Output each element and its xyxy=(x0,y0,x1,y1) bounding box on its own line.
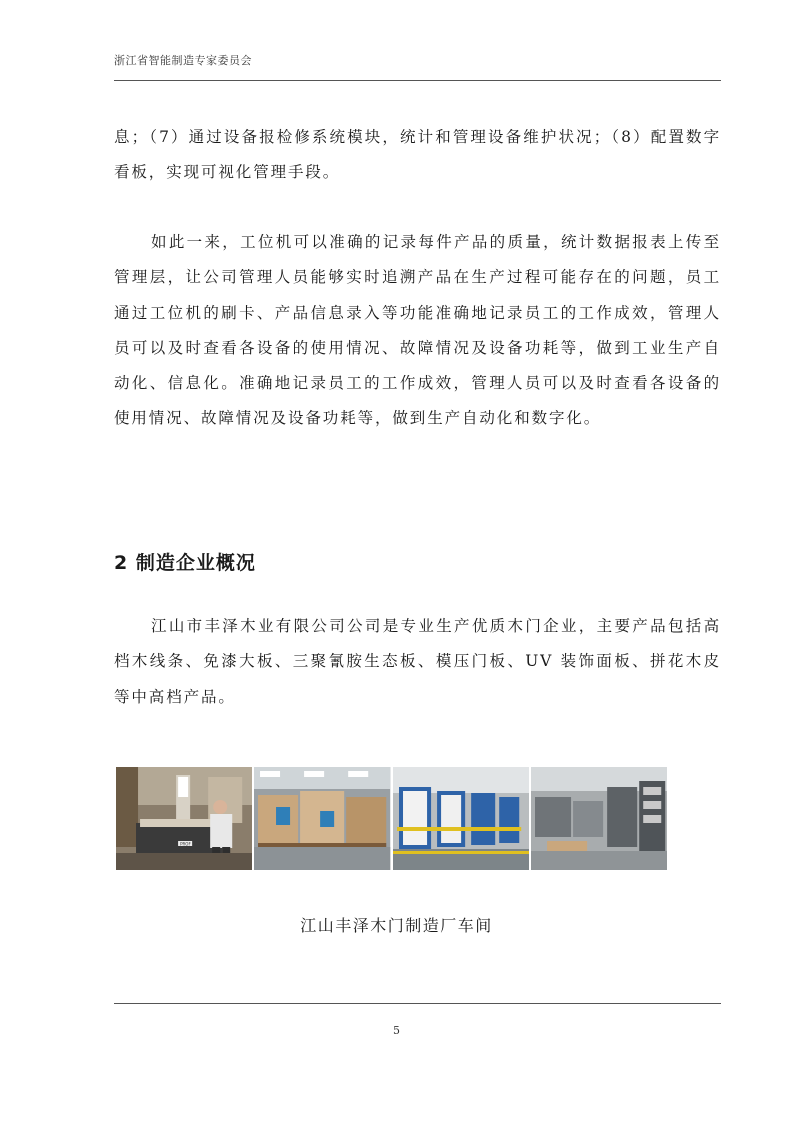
paragraph-workstation: 如此一来，工位机可以准确的记录每件产品的质量，统计数据报表上传至管理层，让公司管理人员能够实时追溯产品在生产过程可能存在的问题，员工通过工位机的刷卡、产品信息录入等功能准确地记录员工的工作成效，管理人员可以及时查看各设备的使用情况、故障情况及设备功耗等，做到工业生产自动化、信息化。准确地记录员工的工作成效，管理人员可以及时查看各设备的使用情况、故障情况及设备功耗等，做到生产自动化和数字化。 xyxy=(114,233,721,428)
figure-caption: 江山丰泽木门制造厂车间 xyxy=(300,916,493,935)
section-heading: 2 制造企业概况 xyxy=(114,552,256,574)
page-number: 5 xyxy=(393,1024,400,1037)
header-divider xyxy=(114,80,721,81)
paragraph-continuation: 息；（7）通过设备报检修系统模块，统计和管理设备维护状况；（8）配置数字看板，实现可视化管理手段。 xyxy=(114,128,721,182)
workshop-photo-4 xyxy=(531,767,667,870)
workshop-photo-2 xyxy=(254,767,390,870)
workshop-photo-strip xyxy=(116,767,667,870)
workshop-photo-1 xyxy=(116,767,252,870)
footer-divider xyxy=(114,1003,721,1004)
header-title: 浙江省智能制造专家委员会 xyxy=(114,54,252,67)
workshop-photo-3 xyxy=(393,767,529,870)
paragraph-company-profile: 江山市丰泽木业有限公司公司是专业生产优质木门企业，主要产品包括高档木线条、免漆大板、三聚氰胺生态板、模压门板、UV 装饰面板、拼花木皮等中高档产品。 xyxy=(114,617,721,706)
machine-label: PROF xyxy=(180,841,191,847)
